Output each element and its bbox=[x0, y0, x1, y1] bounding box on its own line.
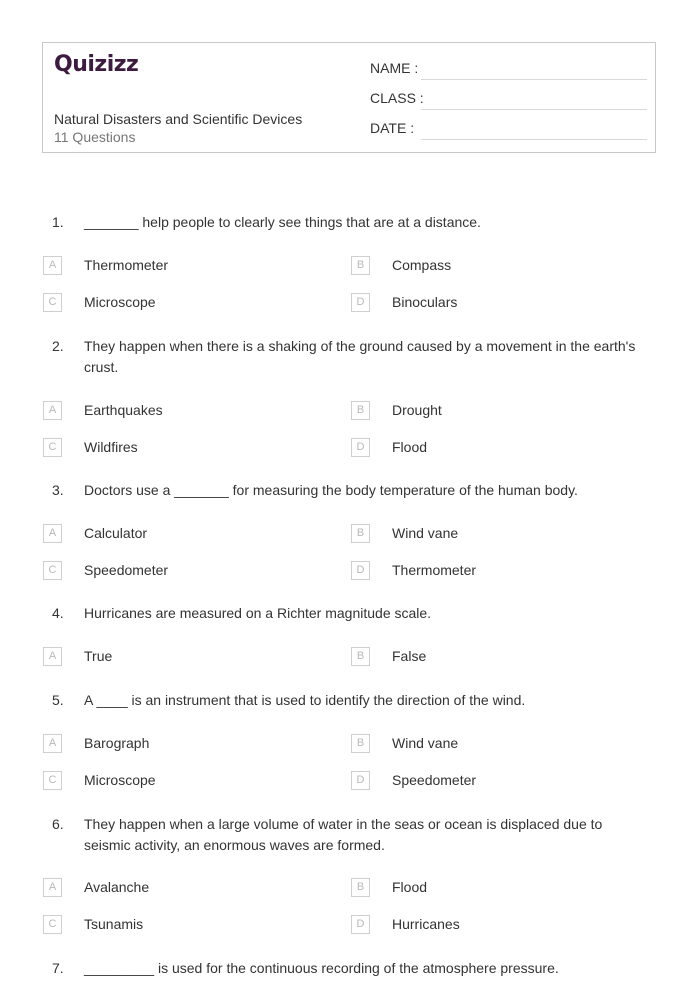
option-letter-box[interactable]: C bbox=[43, 561, 62, 580]
option-letter-box[interactable]: D bbox=[351, 561, 370, 580]
question-text: A ____ is an instrument that is used to identify the direction of the wind. bbox=[84, 692, 526, 708]
date-line bbox=[421, 139, 647, 140]
question-number: 3. bbox=[52, 482, 64, 498]
option-letter-box[interactable]: C bbox=[43, 438, 62, 457]
option-letter-box[interactable]: A bbox=[43, 647, 62, 666]
option-text: Microscope bbox=[84, 294, 156, 310]
option-letter-box[interactable]: D bbox=[351, 915, 370, 934]
date-label: DATE : bbox=[370, 120, 415, 136]
option-text: Binoculars bbox=[392, 294, 458, 310]
option-text: Hurricanes bbox=[392, 916, 460, 932]
question-number: 5. bbox=[52, 692, 64, 708]
option-letter-box[interactable]: A bbox=[43, 401, 62, 420]
option-text: False bbox=[392, 648, 427, 664]
option-text: Microscope bbox=[84, 772, 156, 788]
option-text: Earthquakes bbox=[84, 402, 163, 418]
option-text: Tsunamis bbox=[84, 916, 144, 932]
option-text: Calculator bbox=[84, 525, 148, 541]
name-label: NAME : bbox=[370, 60, 419, 76]
question-text: _________ is used for the continuous recording of the atmosphere pressure. bbox=[84, 960, 559, 976]
class-line bbox=[421, 109, 647, 110]
question-text: Hurricanes are measured on a Richter magnitude scale. bbox=[84, 605, 432, 621]
option-letter-box[interactable]: C bbox=[43, 915, 62, 934]
option-text: Thermometer bbox=[392, 562, 477, 578]
option-text: Thermometer bbox=[84, 257, 169, 273]
option-letter-box[interactable]: D bbox=[351, 293, 370, 312]
question-text: They happen when there is a shaking of the ground caused by a movement in the earth's crust. bbox=[84, 338, 636, 375]
option-letter-box[interactable]: C bbox=[43, 293, 62, 312]
question-number: 1. bbox=[52, 214, 64, 230]
quizizz-logo: Quizizz bbox=[54, 52, 139, 77]
option-letter-box[interactable]: C bbox=[43, 771, 62, 790]
option-letter-box[interactable]: D bbox=[351, 438, 370, 457]
question-number: 6. bbox=[52, 816, 64, 832]
option-text: Flood bbox=[392, 439, 428, 455]
option-text: Drought bbox=[392, 402, 442, 418]
option-text: Wind vane bbox=[392, 735, 459, 751]
option-text: True bbox=[84, 648, 113, 664]
name-line bbox=[421, 79, 647, 80]
question-count: 11 Questions bbox=[54, 129, 136, 145]
option-text: Wildfires bbox=[84, 439, 138, 455]
option-text: Wind vane bbox=[392, 525, 459, 541]
option-text: Speedometer bbox=[84, 562, 169, 578]
option-letter-box[interactable]: B bbox=[351, 647, 370, 666]
question-text: _______ help people to clearly see things that are at a distance. bbox=[84, 214, 481, 230]
question-number: 4. bbox=[52, 605, 64, 621]
question-text: Doctors use a _______ for measuring the body temperature of the human body. bbox=[84, 482, 578, 498]
option-text: Flood bbox=[392, 879, 428, 895]
option-text: Compass bbox=[392, 257, 452, 273]
option-letter-box[interactable]: B bbox=[351, 401, 370, 420]
option-letter-box[interactable]: A bbox=[43, 256, 62, 275]
option-text: Speedometer bbox=[392, 772, 477, 788]
question-number: 2. bbox=[52, 338, 64, 354]
question-number: 7. bbox=[52, 960, 64, 976]
question-text: They happen when a large volume of water in the seas or ocean is displaced due to seismic activity, an enormous waves are formed. bbox=[84, 816, 603, 853]
option-letter-box[interactable]: B bbox=[351, 524, 370, 543]
option-letter-box[interactable]: B bbox=[351, 878, 370, 897]
option-letter-box[interactable]: A bbox=[43, 734, 62, 753]
worksheet-header bbox=[42, 42, 656, 153]
option-letter-box[interactable]: A bbox=[43, 524, 62, 543]
option-text: Avalanche bbox=[84, 879, 150, 895]
class-label: CLASS : bbox=[370, 90, 424, 106]
option-letter-box[interactable]: B bbox=[351, 256, 370, 275]
option-letter-box[interactable]: A bbox=[43, 878, 62, 897]
worksheet-title: Natural Disasters and Scientific Devices bbox=[54, 111, 303, 127]
option-letter-box[interactable]: B bbox=[351, 734, 370, 753]
option-text: Barograph bbox=[84, 735, 150, 751]
option-letter-box[interactable]: D bbox=[351, 771, 370, 790]
